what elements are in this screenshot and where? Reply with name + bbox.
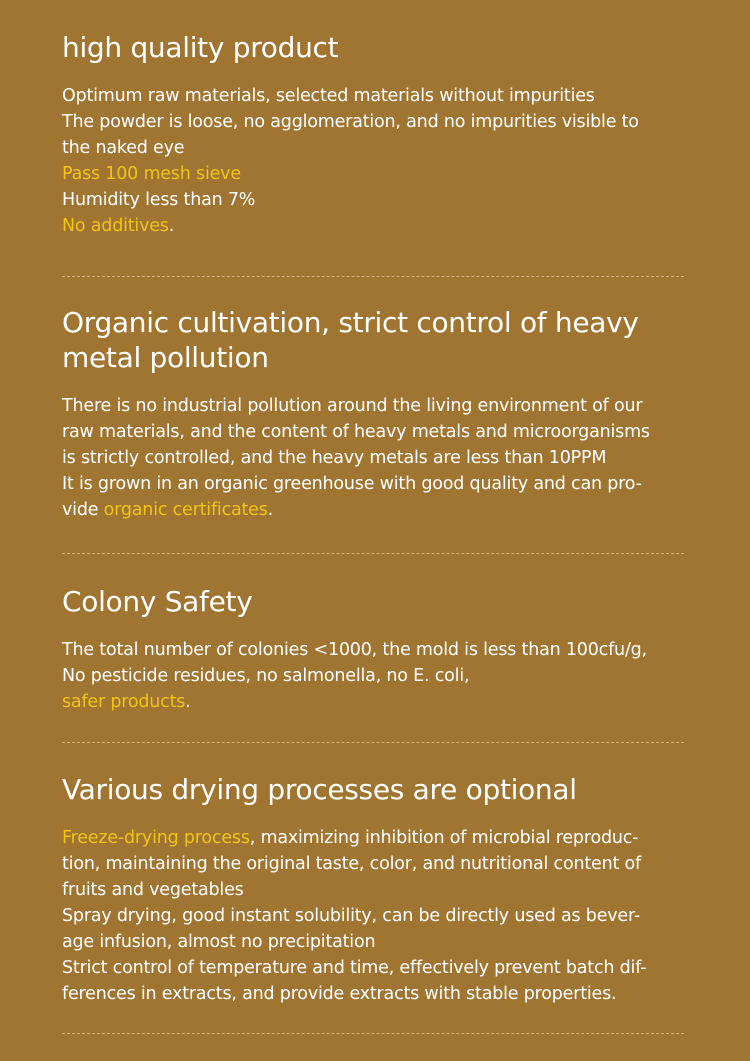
body-line xyxy=(62,161,692,187)
body-line: vide organic certificates. xyxy=(62,500,274,520)
highlight-text: Pass 100 mesh sieve xyxy=(62,164,241,184)
section-body xyxy=(62,83,692,239)
section-organic-cultivation xyxy=(62,305,692,523)
divider xyxy=(62,276,684,277)
body-line: fruits and vegetables xyxy=(62,880,244,900)
section-colony-safety xyxy=(62,584,692,715)
section-drying-processes xyxy=(62,772,692,1007)
section-title: Colony Safety xyxy=(62,585,253,618)
body-line: ferences in extracts, and provide extracts with stable properties. xyxy=(62,984,617,1004)
highlight-text: No additives xyxy=(62,216,169,236)
body-line: age infusion, almost no precipitation xyxy=(62,932,376,952)
body-line: Freeze-drying process, maximizing inhibition of microbial reproduc- xyxy=(62,828,639,848)
body-line: No additives. xyxy=(62,216,175,236)
body-line: Strict control of temperature and time, effectively prevent batch dif- xyxy=(62,958,647,978)
body-line: Spray drying, good instant solubility, can be directly used as bever- xyxy=(62,906,640,926)
highlight-text: safer products xyxy=(62,692,186,712)
body-line: The total number of colonies <1000, the mold is less than 100cfu/g, xyxy=(62,640,647,660)
section-body xyxy=(62,393,692,523)
body-line: No pesticide residues, no salmonella, no E. coli, xyxy=(62,666,470,686)
divider xyxy=(62,1033,684,1034)
section-title: high quality product xyxy=(62,31,339,64)
section-body xyxy=(62,637,692,715)
divider xyxy=(62,742,684,743)
divider xyxy=(62,553,684,554)
body-line: is strictly controlled, and the heavy metals are less than 10PPM xyxy=(62,448,607,468)
section-title: Organic cultivation, strict control of heavy metal pollution xyxy=(62,306,639,374)
body-line: raw materials, and the content of heavy metals and microorganisms xyxy=(62,422,650,442)
body-line: safer products. xyxy=(62,692,191,712)
body-line: tion, maintaining the original taste, color, and nutritional content of xyxy=(62,854,641,874)
body-line: The powder is loose, no agglomeration, and no impurities visible to xyxy=(62,112,639,132)
body-line: the naked eye xyxy=(62,138,185,158)
section-body xyxy=(62,825,692,1007)
highlight-text: organic certificates xyxy=(103,500,268,520)
body-line: Humidity less than 7% xyxy=(62,190,256,210)
body-line: Optimum raw materials, selected materials without impurities xyxy=(62,86,595,106)
highlight-text: Freeze-drying process xyxy=(62,828,250,848)
section-high-quality xyxy=(62,30,692,239)
section-title: Various drying processes are optional xyxy=(62,773,577,806)
body-line: There is no industrial pollution around the living environment of our xyxy=(62,396,643,416)
body-line: It is grown in an organic greenhouse with good quality and can pro- xyxy=(62,474,642,494)
